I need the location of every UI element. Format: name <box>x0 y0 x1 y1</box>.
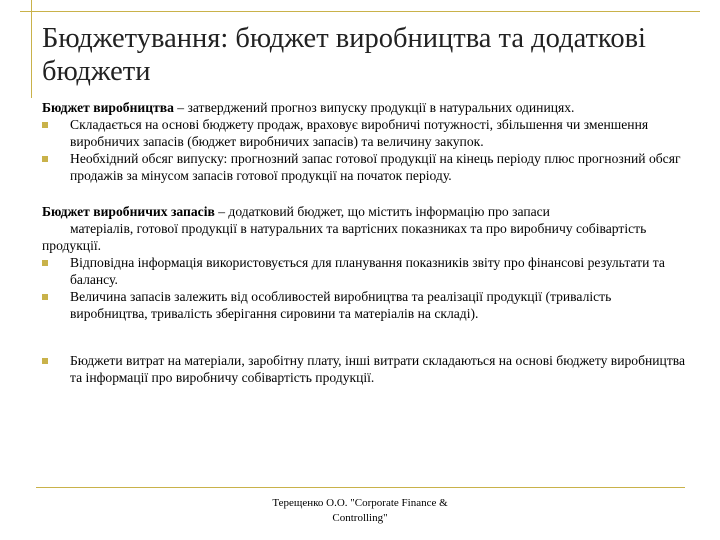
slide-title: Бюджетування: бюджет виробництва та додаткові бюджети <box>42 23 646 87</box>
production-budget-text: – затверджений прогноз випуску продукції в натуральних одиницях. <box>173 100 575 115</box>
bullet-text: Відповідна інформація використовується для планування показників звіту про фінансові результати та балансу. <box>70 255 665 287</box>
inventory-budget-text-rest: матеріалів, готової продукції в натуральних та вартісних показниках та про виробничу собівартість продукції. <box>42 221 647 253</box>
inventory-budget-definition <box>42 203 692 254</box>
square-bullet-icon <box>42 358 48 364</box>
list-item <box>42 116 692 150</box>
footer-credit <box>235 496 485 526</box>
slide-body <box>42 99 692 386</box>
inventory-budget-text: – додатковий бюджет, що містить інформацію про запаси <box>214 204 550 219</box>
title-left-rule <box>31 0 32 98</box>
production-budget-definition <box>42 99 692 116</box>
list-item <box>42 288 692 322</box>
list-item <box>42 254 692 288</box>
square-bullet-icon <box>42 260 48 266</box>
square-bullet-icon <box>42 294 48 300</box>
footer-rule <box>36 487 685 488</box>
square-bullet-icon <box>42 156 48 162</box>
title-top-rule <box>20 11 700 12</box>
bullet-text: Складається на основі бюджету продаж, враховує виробничі потужності, збільшення чи зменшення виробничих запасів (бюджет виробничих запасів) та величину закупок. <box>70 117 649 149</box>
footer-line-2: Controlling" <box>332 512 388 524</box>
bullet-text: Величина запасів залежить від особливостей виробництва та реалізації продукції (тривалість виробництва, тривалість зберігання сировини та матеріалів на складі). <box>70 289 612 321</box>
square-bullet-icon <box>42 122 48 128</box>
bullet-text: Необхідний обсяг випуску: прогнозний запас готової продукції на кінець періоду плюс прогнозний обсяг продажів за мінусом запасів готової продукції на початок періоду. <box>70 151 681 183</box>
inventory-budget-text-cont <box>42 221 646 253</box>
production-budget-term: Бюджет виробництва <box>42 100 174 115</box>
footer-line-1: Терещенко О.О. "Corporate Finance & <box>272 497 448 509</box>
list-item <box>42 150 692 184</box>
inventory-budget-term: Бюджет виробничих запасів <box>42 204 215 219</box>
bullet-text: Бюджети витрат на матеріали, заробітну плату, інші витрати складаються на основі бюджету виробництва та інформації про виробничу собівартість продукції. <box>70 353 686 385</box>
list-item <box>42 352 692 386</box>
